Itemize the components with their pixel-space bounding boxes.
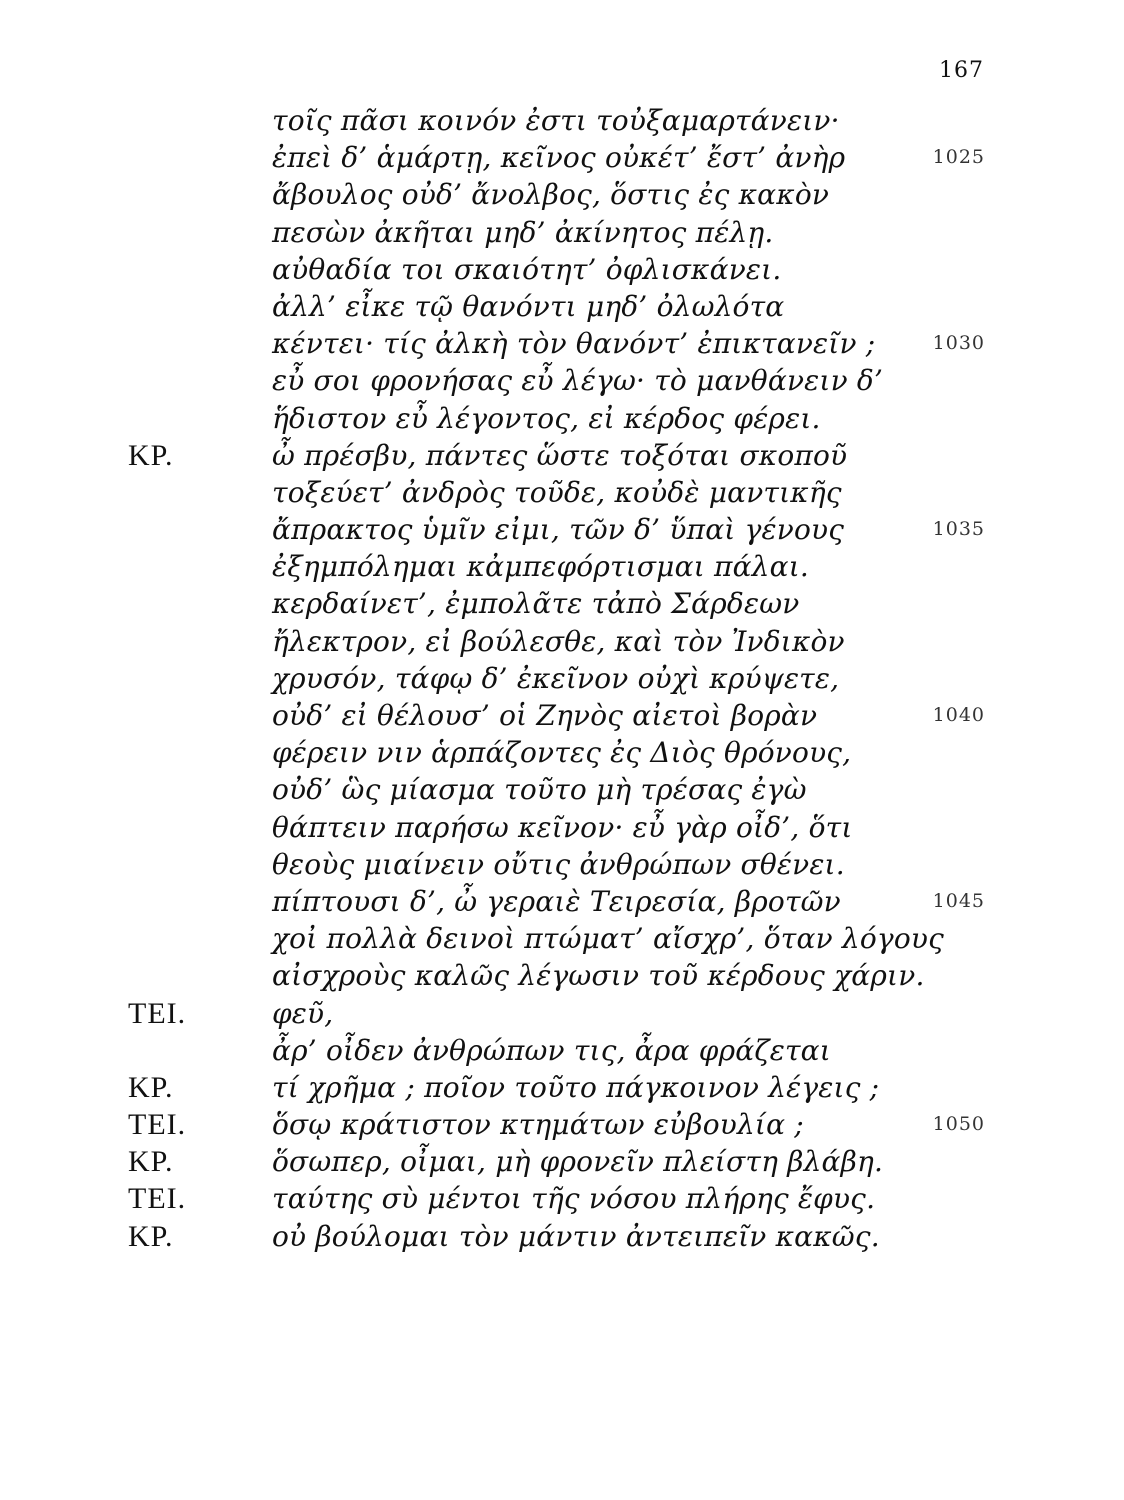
verse-line	[0, 697, 1124, 734]
verse-line	[0, 325, 1124, 362]
verse-line	[0, 288, 1124, 325]
verse-line	[0, 1218, 1124, 1255]
verse-line	[0, 214, 1124, 251]
verse-text: ἐξημπόλημαι κἀμπεφόρτισμαι πάλαι.	[272, 550, 810, 584]
verse-block	[0, 102, 1124, 1255]
verse-line	[0, 176, 1124, 213]
verse-text: ὦ πρέσβυ, πάντες ὥστε τοξόται σκοποῦ	[272, 438, 848, 472]
speaker-label: ΚΡ.	[128, 1070, 174, 1104]
verse-text: ὅσῳ κράτιστον κτημάτων εὐβουλία ;	[272, 1108, 804, 1142]
line-number: 1035	[932, 518, 985, 541]
speaker-label: ΚΡ.	[128, 1145, 174, 1179]
verse-line	[0, 251, 1124, 288]
speaker-label: ΤΕΙ.	[128, 1108, 187, 1142]
verse-line	[0, 846, 1124, 883]
verse-text: χρυσόν, τάφῳ δ’ ἐκεῖνον οὐχὶ κρύψετε,	[272, 661, 840, 695]
verse-text: ἀλλ’ εἶκε τῷ θανόντι μηδ’ ὀλωλότα	[272, 289, 785, 323]
verse-line	[0, 474, 1124, 511]
verse-text: θάπτειν παρήσω κεῖνον· εὖ γὰρ οἶδ’, ὅτι	[272, 810, 853, 844]
verse-line	[0, 511, 1124, 548]
verse-text: κερδαίνετ’, ἐμπολᾶτε τἀπὸ Σάρδεων	[272, 587, 800, 621]
verse-text: ὅσωπερ, οἶμαι, μὴ φρονεῖν πλείστη βλάβη.	[272, 1145, 884, 1179]
verse-text: οὐδ’ εἰ θέλουσ’ οἱ Ζηνὸς αἰετοὶ βορὰν	[272, 699, 818, 732]
verse-text: ταύτης σὺ μέντοι τῆς νόσου πλήρης ἔφυς.	[272, 1182, 876, 1216]
verse-text: ἆρ’ οἶδεν ἀνθρώπων τις, ἆρα φράζεται	[272, 1033, 831, 1067]
verse-text: φέρειν νιν ἁρπάζοντες ἐς Διὸς θρόνους,	[272, 736, 852, 770]
verse-text: ἥδιστον εὖ λέγοντος, εἰ κέρδος φέρει.	[272, 401, 821, 435]
verse-line	[0, 437, 1124, 474]
verse-text: τοῖς πᾶσι κοινόν ἐστι τοὐξαμαρτάνειν·	[272, 104, 840, 137]
verse-text: ἄπρακτος ὑμῖν εἰμι, τῶν δ’ ὕπαὶ γένους	[272, 513, 845, 547]
verse-text: ἐπεὶ δ’ ἁμάρτῃ, κεῖνος οὐκέτ’ ἔστ’ ἀνὴρ	[272, 141, 846, 175]
verse-text: ἤλεκτρον, εἰ βούλεσθε, καὶ τὸν Ἰνδικὸν	[272, 624, 845, 658]
verse-text: θεοὺς μιαίνειν οὔτις ἀνθρώπων σθένει.	[272, 847, 845, 881]
verse-line	[0, 400, 1124, 437]
verse-line	[0, 920, 1124, 957]
line-number: 1025	[932, 146, 985, 169]
verse-line	[0, 883, 1124, 920]
verse-line	[0, 362, 1124, 399]
verse-line	[0, 139, 1124, 176]
speaker-label: ΚΡ.	[128, 1219, 174, 1253]
verse-line	[0, 957, 1124, 994]
verse-text: οὐ βούλομαι τὸν μάντιν ἀντειπεῖν κακῶς.	[272, 1219, 880, 1253]
verse-line	[0, 623, 1124, 660]
line-number: 1050	[932, 1113, 985, 1136]
verse-text: εὖ σοι φρονήσας εὖ λέγω· τὸ μανθάνειν δ’	[272, 364, 884, 398]
speaker-label: ΤΕΙ.	[128, 1182, 187, 1216]
verse-line	[0, 809, 1124, 846]
verse-text: πεσὼν ἀκῆται μηδ’ ἀκίνητος πέλῃ.	[272, 215, 774, 249]
verse-line	[0, 995, 1124, 1032]
verse-text: τοξεύετ’ ἀνδρὸς τοῦδε, κοὐδὲ μαντικῆς	[272, 475, 842, 509]
verse-line	[0, 771, 1124, 808]
speaker-label: ΤΕΙ.	[128, 996, 187, 1030]
verse-text: χοἰ πολλὰ δεινοὶ πτώματ’ αἴσχρ’, ὅταν λόγους	[272, 922, 945, 956]
verse-line	[0, 585, 1124, 622]
line-number: 1040	[932, 704, 985, 726]
verse-text: αὐθαδία τοι σκαιότητ’ ὀφλισκάνει.	[272, 252, 782, 286]
line-number: 1045	[932, 889, 985, 912]
verse-line	[0, 660, 1124, 697]
verse-line	[0, 734, 1124, 771]
verse-line	[0, 1143, 1124, 1180]
verse-line	[0, 1032, 1124, 1069]
line-number: 1030	[932, 332, 985, 355]
verse-text: ἄβουλος οὐδ’ ἄνολβος, ὅστις ἐς κακὸν	[272, 178, 830, 212]
verse-text: αἰσχροὺς καλῶς λέγωσιν τοῦ κέρδους χάριν.	[272, 959, 925, 993]
verse-line	[0, 1180, 1124, 1217]
verse-text: κέντει· τίς ἀλκὴ τὸν θανόντ’ ἐπικτανεῖν ;	[272, 327, 876, 361]
verse-text: οὐδ’ ὣς μίασμα τοῦτο μὴ τρέσας ἐγὼ	[272, 773, 807, 807]
verse-line	[0, 1106, 1124, 1143]
verse-line	[0, 102, 1124, 139]
page-number: 167	[939, 58, 984, 83]
verse-text: τί χρῆμα ; ποῖον τοῦτο πάγκοινον λέγεις ;	[272, 1070, 880, 1104]
verse-line	[0, 548, 1124, 585]
speaker-label: ΚΡ.	[128, 438, 174, 472]
verse-text: πίπτουσι δ’, ὦ γεραιὲ Τειρεσία, βροτῶν	[272, 884, 841, 918]
verse-line	[0, 1069, 1124, 1106]
verse-text: φεῦ,	[272, 996, 334, 1030]
